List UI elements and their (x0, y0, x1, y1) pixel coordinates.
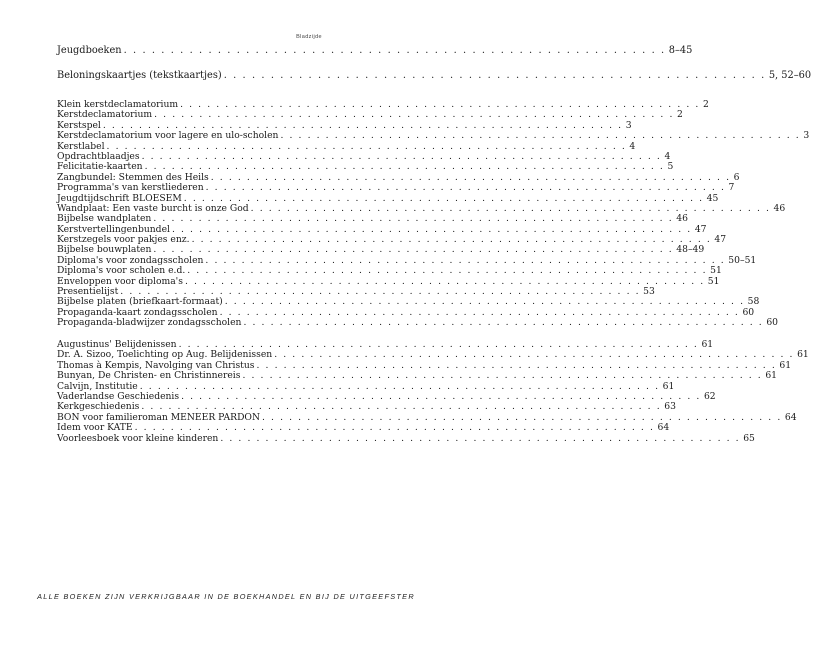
toc-entry-title: Thomas à Kempis, Navolging van Christus (57, 359, 255, 371)
toc-entry-title: Beloningskaartjes (tekstkaartjes) (57, 70, 222, 81)
toc-entry-page: 60 (766, 317, 779, 329)
toc-section-christmas-and-school (57, 99, 810, 329)
toc-entry-page: 60 (742, 306, 755, 318)
toc-entry-page: 61 (765, 370, 778, 382)
toc-entry-title: Jeugdboeken (57, 45, 122, 56)
toc-entry-page: 51 (707, 275, 720, 287)
dot-leader (204, 183, 726, 193)
toc-entry-title: Programma's van kerstliederen (57, 182, 204, 194)
toc-entry-page: 65 (743, 432, 755, 444)
toc-entry-title: Wandplaat: Een vaste burcht is onze God (57, 202, 249, 214)
toc-entry-title: Kerstspel (57, 119, 101, 131)
toc-entry-page: 5 (667, 161, 674, 173)
toc-row (57, 43, 693, 59)
toc-entry-page: 46 (773, 202, 786, 214)
toc-entry-title: Bijbelse platen (briefkaart-formaat) (57, 296, 223, 308)
toc-entry-page: 64 (657, 422, 670, 434)
toc-entry-title: Enveloppen voor diploma's (57, 275, 183, 287)
toc-row (57, 68, 812, 84)
toc-entry-page: 8–45 (668, 45, 693, 56)
toc-entry-title: Propaganda-bladwijzer zondagsscholen (57, 317, 242, 329)
toc-entry-title: Jeugdtijdschrift BLOESEM (57, 192, 182, 204)
toc-row (57, 422, 670, 434)
toc-row (57, 432, 755, 444)
toc-entry-page: 45 (706, 192, 719, 204)
toc-entry-page: 61 (662, 380, 675, 392)
toc-entry-page: 7 (728, 182, 735, 194)
toc-entry-page: 61 (701, 339, 714, 350)
toc-section-main (57, 43, 812, 84)
toc-entry-page: 64 (784, 411, 797, 423)
toc-entry-title: Bijbelse bouwplaten (57, 244, 152, 256)
toc-entry-title: Calvijn, Institutie (57, 380, 138, 392)
toc-entry-page: 62 (703, 390, 716, 402)
toc-entry-page: 4 (664, 150, 671, 162)
toc-entry-page: 2 (676, 109, 683, 121)
toc-entry-title: Kerstlabel (57, 140, 105, 152)
toc-entry-title: Zangbundel: Stemmen des Heils (57, 171, 209, 183)
dot-leader (241, 318, 763, 328)
toc-entry-page: 61 (779, 359, 792, 371)
toc-section-books (57, 339, 809, 444)
toc-entry-title: Propaganda-kaart zondagsscholen (57, 306, 218, 318)
toc-entry-page: 48–49 (676, 244, 705, 256)
toc-entry-page: 4 (629, 140, 636, 152)
toc-entry-page: 58 (747, 296, 760, 308)
dot-leader (222, 68, 766, 84)
dot-leader (133, 423, 655, 433)
toc-entry-page: 50–51 (728, 254, 757, 266)
toc-entry-title: Voorleesboek voor kleine kinderen (57, 432, 219, 444)
dot-leader (218, 434, 740, 444)
toc-entry-title: Diploma's voor scholen e.d. (57, 265, 186, 277)
toc-entry-title: Augustinus' Belijdenissen (57, 339, 177, 350)
toc-entry-page: 6 (733, 171, 740, 183)
toc-entry-page: 47 (714, 234, 727, 246)
toc-entry-title: BON voor familieroman MENEER PARDON (57, 411, 261, 423)
toc-entry-page: 53 (643, 286, 655, 298)
toc-entry-title: Klein kerstdeclamatorium (57, 99, 179, 110)
toc-entry-page: 3 (625, 119, 632, 131)
toc-entry-title: Idem voor KATE (57, 422, 133, 434)
page-column-label: Bladzijde (296, 34, 322, 40)
toc-entry-title: Kerstzegels voor pakjes enz. (57, 234, 190, 246)
toc-entry-title: Bijbelse wandplaten (57, 213, 152, 225)
toc-entry-title: Kerstvertellingenbundel (57, 223, 170, 235)
toc-entry-page: 61 (797, 349, 809, 361)
toc-entry-title: Kerkgeschiedenis (57, 401, 140, 413)
toc-entry-title: Presentielijst (57, 286, 119, 298)
availability-footer: ALLE BOEKEN ZIJN VERKRIJGBAAR IN DE BOEKHANDEL EN BIJ DE UITGEEFSTER (37, 592, 415, 601)
toc-entry-title: Kerstdeclamatorium voor lagere en ulo-scholen (57, 130, 279, 142)
toc-entry-page: 2 (702, 99, 709, 110)
toc-entry-page: 47 (694, 223, 707, 235)
toc-entry-title: Kerstdeclamatorium (57, 109, 153, 121)
toc-entry-page: 63 (664, 401, 676, 413)
toc-row (57, 130, 810, 142)
toc-row (57, 370, 778, 382)
toc-entry-title: Felicitatie-kaarten (57, 161, 143, 173)
toc-entry-title: Opdrachtblaadjes (57, 150, 140, 162)
toc-entry-title: Diploma's voor zondagsscholen (57, 254, 204, 266)
toc-entry-page: 3 (803, 130, 810, 142)
dot-leader (122, 43, 666, 59)
toc-row (57, 317, 779, 329)
toc-entry-page: 51 (710, 265, 722, 277)
toc-entry-page: 46 (676, 213, 688, 225)
toc-entry-title: Vaderlandse Geschiedenis (57, 390, 180, 402)
toc-entry-title: Dr. A. Sizoo, Toelichting op Aug. Belijdenissen (57, 349, 273, 361)
toc-entry-title: Bunyan, De Christen- en Christinnereis (57, 370, 241, 382)
toc-entry-page: 5, 52–60 (768, 70, 812, 81)
toc-row (57, 182, 735, 194)
